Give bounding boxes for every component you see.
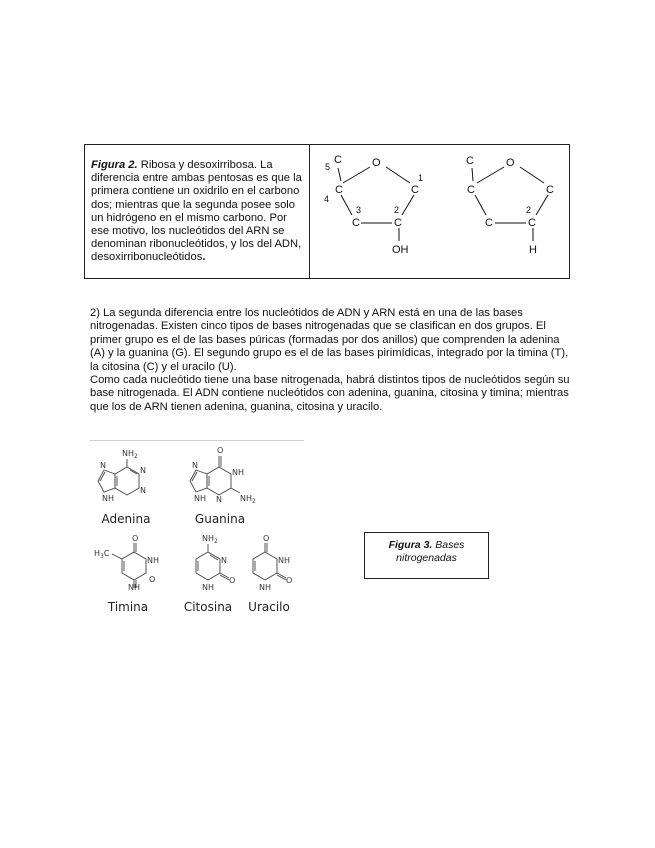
pentose-structures (310, 145, 569, 278)
ribose-num-4: 4 (324, 194, 330, 204)
figure-2-caption-text: Ribosa y desoxirribosa. La diferencia entre ambas pentosas es que la primera contiene un oxidrilo en el carbono dos; mientras que la segunda posee solo un hidrógeno en el mismo carbono. Por ese motivo, los nucleótidos del ARN se denominan ribonucleótidos, y los del ADN, desoxirribonucleótidos (91, 159, 302, 264)
deoxyribose-num-2: 2 (526, 205, 532, 215)
adenine-nh9: NH (102, 494, 114, 503)
uracil-o2: O (286, 576, 293, 585)
bases-diagram (90, 440, 304, 622)
deoxyribose-H: H (529, 244, 537, 256)
ribose-num-5: 5 (325, 162, 331, 172)
thymine-nh1: NH (128, 583, 140, 592)
ribose-atom-O: O (372, 157, 381, 169)
thymine-methyl: $H_3C$ (94, 549, 110, 560)
deoxyribose-atom-C4: C (467, 184, 475, 196)
guanine-nh9: NH (194, 494, 206, 503)
guanine-nh2: $NH_2$ (240, 494, 256, 505)
pentose-diagram (310, 145, 570, 278)
cytosine-nh1: NH (202, 583, 214, 592)
figure-2-box (84, 144, 570, 279)
guanine-o: O (217, 446, 224, 455)
label-adenina: Adenina (101, 512, 151, 526)
thymine-nh3: NH (147, 556, 159, 565)
nitrogenous-bases-image (90, 440, 304, 622)
deoxyribose-atom-O: O (506, 157, 515, 169)
figure-2-label: Figura 2. (91, 159, 138, 171)
adenine-n7: N (100, 461, 106, 470)
cytosine-n3: N (221, 556, 227, 565)
uracil-o4: O (263, 534, 270, 543)
figure-3-text: Bases nitrogenadas (396, 539, 465, 564)
guanine-n7: N (192, 461, 198, 470)
deoxyribose-structure (472, 167, 548, 241)
label-uracilo: Uracilo (248, 600, 290, 614)
thymine-o4: O (132, 534, 139, 543)
figure-2-caption-end: . (202, 251, 206, 264)
figure-2-caption (85, 145, 310, 278)
deoxyribose-atom-C2: C (528, 217, 536, 229)
figure-3-box (364, 532, 489, 579)
paragraph-2: Como cada nucleótido tiene una base nitrogenada, habrá distintos tipos de nucleótidos según su base nitrogenada. El ADN contiene nucleótidos con adenina, guanina, citosina y timina; mientras que los de ARN tienen adenina, guanina, citosina y uracilo. (90, 374, 570, 413)
adenine-n3: N (140, 486, 146, 495)
cytosine-nh2: $NH_2$ (202, 534, 218, 545)
guanine-nh1: NH (232, 468, 244, 477)
label-timina: Timina (107, 600, 149, 614)
label-citosina: Citosina (183, 600, 233, 614)
thymine-structure (112, 543, 146, 588)
paragraph-1: 2) La segunda diferencia entre los nucleótidos de ADN y ARN está en una de las bases nitrogenadas. Existen cinco tipos de bases nitrogenadas que se clasifican en dos grupos. El primer grupo es el de las bases púricas (formadas por dos anillos) que comprenden la adenina (A) y la guanina (G). El segundo grupo es el de las bases pirimídicas, integrado por la timina (T), la citosina (C) y el uracilo (U). (90, 307, 569, 373)
deoxyribose-atom-C3: C (485, 217, 493, 229)
ribose-OH: OH (392, 244, 409, 256)
ribose-atom-C4: C (335, 184, 343, 196)
ribose-structure (338, 167, 414, 241)
adenine-n1: N (140, 466, 146, 475)
ribose-num-3: 3 (356, 205, 362, 215)
uracil-nh1: NH (259, 583, 271, 592)
ribose-atom-C1: C (411, 184, 419, 196)
uracil-nh3: NH (278, 556, 290, 565)
deoxyribose-atom-C5: C (466, 155, 474, 167)
guanine-n3: N (216, 495, 222, 504)
ribose-num-2: 2 (394, 205, 400, 215)
ribose-atom-C2: C (394, 217, 402, 229)
label-guanina: Guanina (194, 512, 246, 526)
ribose-atom-C3: C (352, 217, 360, 229)
figure-3-label: Figura 3. (388, 539, 433, 551)
ribose-atom-C5: C (334, 154, 342, 166)
body-paragraph (90, 307, 570, 414)
cytosine-o2: O (229, 576, 236, 585)
deoxyribose-atom-C1: C (546, 184, 554, 196)
thymine-o2: O (149, 575, 156, 584)
ribose-num-1: 1 (418, 173, 424, 183)
adenine-nh2: $NH_2$ (122, 449, 138, 460)
